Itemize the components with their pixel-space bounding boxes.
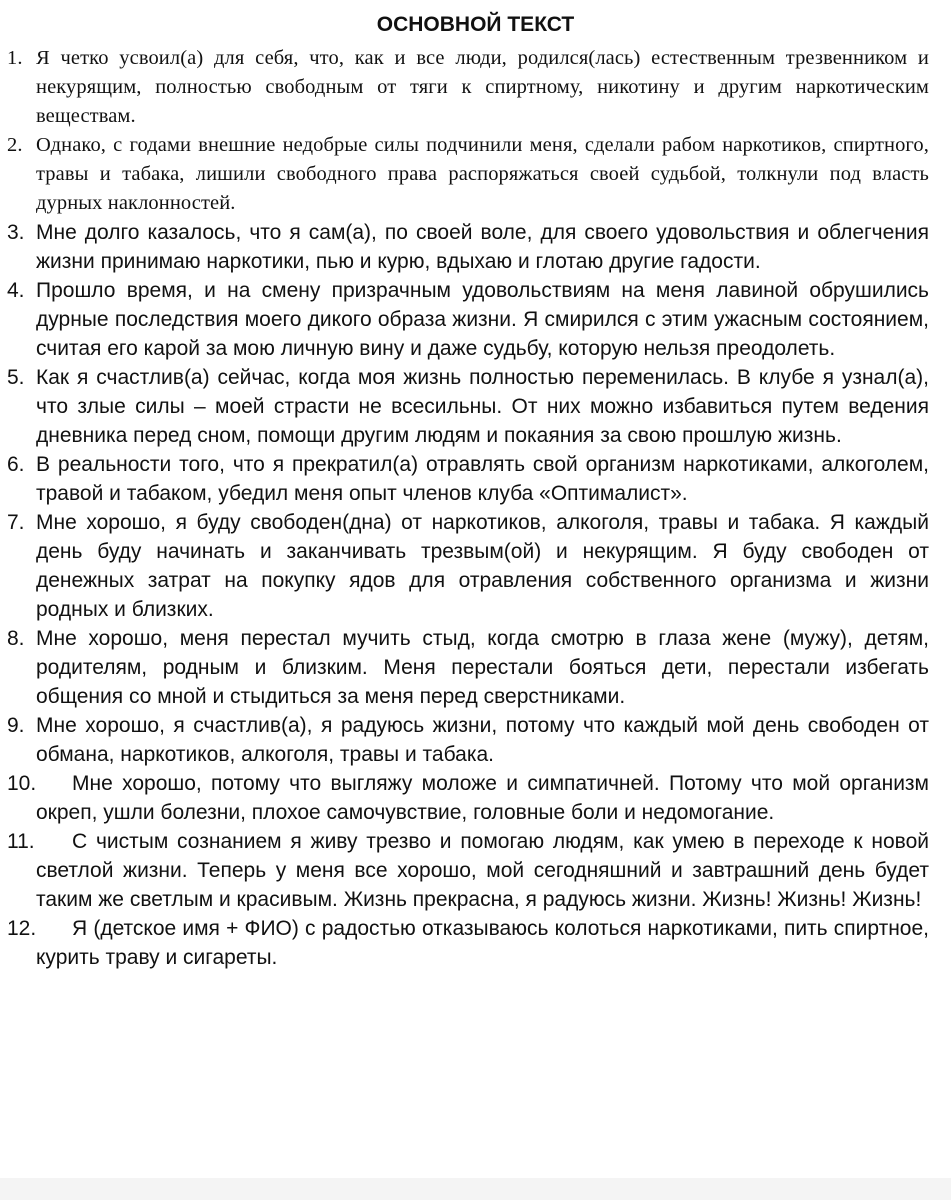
list-item-11 xyxy=(0,827,951,914)
item-text: Как я счастлив(а) сейчас, когда моя жизнь полностью переменилась. В клубе я узнал(а), что злые силы – моей страсти не всесильны. От них можно избавиться путем ведения дневника перед сном, помощи другим людям и покаяния за свою прошлую жизнь. xyxy=(36,366,929,447)
item-number: 6. xyxy=(7,453,25,476)
item-text: В реальности того, что я прекратил(а) отравлять свой организм наркотиками, алкоголем, травой и табаком, убедил меня опыт членов клуба «Оптималист». xyxy=(36,453,929,505)
list-item-5 xyxy=(0,363,951,450)
item-text: Мне хорошо, потому что выгляжу моложе и симпатичней. Потому что мой организм окреп, ушли болезни, плохое самочувствие, головные боли и недомогание. xyxy=(36,772,929,824)
item-number: 11. xyxy=(7,830,35,853)
numbered-list xyxy=(0,44,951,972)
item-number: 8. xyxy=(7,627,25,650)
list-item-10 xyxy=(0,769,951,827)
item-text: Мне хорошо, я буду свободен(дна) от наркотиков, алкоголя, травы и табака. Я каждый день буду начинать и заканчивать трезвым(ой) и некурящим. Я буду свободен от денежных затрат на покупку ядов для отравления собственного организма и жизни родных и близких. xyxy=(36,511,929,621)
item-number: 5. xyxy=(7,366,25,389)
bottom-band xyxy=(0,1178,951,1200)
item-text: Я четко усвоил(а) для себя, что, как и все люди, родился(лась) естественным трезвенником и некурящим, полностью свободным от тяги к спиртному, никотину и другим наркотическим веществам. xyxy=(36,47,929,127)
item-number: 1. xyxy=(7,47,23,69)
list-item-1 xyxy=(0,44,951,131)
item-text: Прошло время, и на смену призрачным удовольствиям на меня лавиной обрушились дурные последствия моего дикого образа жизни. Я смирился с этим ужасным состоянием, считая его карой за мою личную вину и даже судьбу, которую нельзя преодолеть. xyxy=(36,279,929,360)
list-item-9 xyxy=(0,711,951,769)
item-number: 10. xyxy=(7,772,37,795)
list-item-6 xyxy=(0,450,951,508)
item-text: Мне хорошо, меня перестал мучить стыд, когда смотрю в глаза жене (мужу), детям, родителям, родным и близким. Меня перестали бояться дети, перестали избегать общения со мной и стыдиться за меня перед сверстниками. xyxy=(36,627,929,708)
item-number: 7. xyxy=(7,511,25,534)
item-number: 12. xyxy=(7,917,37,940)
item-number: 2. xyxy=(7,134,23,156)
item-text: Я (детское имя + ФИО) с радостью отказываюсь колоться наркотиками, пить спиртное, курить траву и сигареты. xyxy=(36,917,929,969)
list-item-7 xyxy=(0,508,951,624)
list-item-8 xyxy=(0,624,951,711)
item-text: Мне хорошо, я счастлив(а), я радуюсь жизни, потому что каждый мой день свободен от обмана, наркотиков, алкоголя, травы и табака. xyxy=(36,714,929,766)
list-item-3 xyxy=(0,218,951,276)
document-title: ОСНОВНОЙ ТЕКСТ xyxy=(376,13,575,36)
item-text: С чистым сознанием я живу трезво и помогаю людям, как умею в переходе к новой светлой жизни. Теперь у меня все хорошо, мой сегодняшний и завтрашний день будет таким же светлым и красивым. Жизнь прекрасна, я радуюсь жизни. Жизнь! Жизнь! Жизнь! xyxy=(36,830,929,911)
item-number: 4. xyxy=(7,279,25,302)
item-number: 3. xyxy=(7,221,25,244)
list-item-2 xyxy=(0,131,951,218)
item-number: 9. xyxy=(7,714,25,737)
item-text: Однако, с годами внешние недобрые силы подчинили меня, сделали рабом наркотиков, спиртного, травы и табака, лишили свободного права распоряжаться своей судьбой, толкнули под власть дурных наклонностей. xyxy=(36,134,929,214)
list-item-12 xyxy=(0,914,951,972)
item-text: Мне долго казалось, что я сам(а), по своей воле, для своего удовольствия и облегчения жизни принимаю наркотики, пью и курю, вдыхаю и глотаю другие гадости. xyxy=(36,221,929,273)
list-item-4 xyxy=(0,276,951,363)
